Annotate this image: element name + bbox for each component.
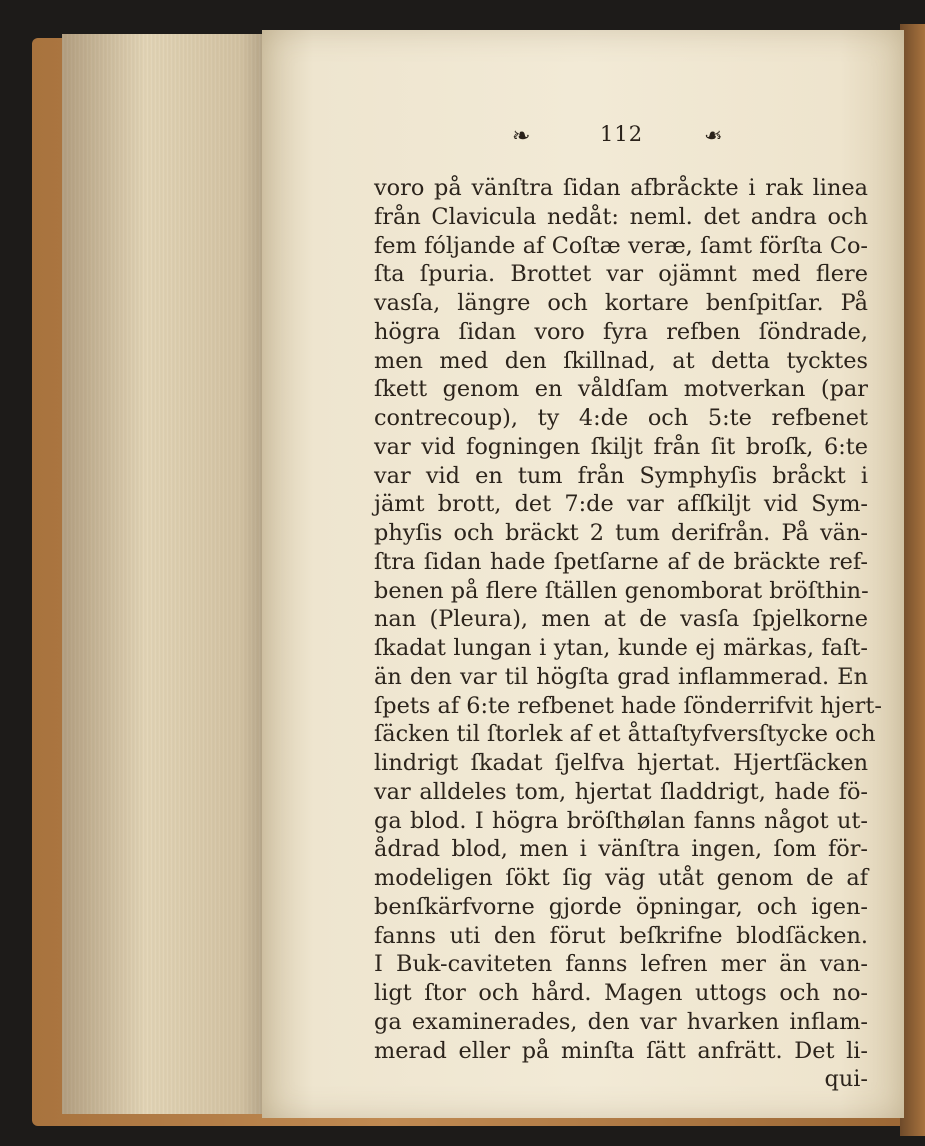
text-line: ſäcken til ſtorlek af et åttaſtyfversſtycke och <box>374 721 876 748</box>
page-stack-shadow <box>62 34 272 1114</box>
text-line: nan (Pleura), men at de vasſa ſpjelkorne <box>374 606 868 633</box>
text-line: ligt ſtor och hård. Magen uttogs och no- <box>374 980 868 1006</box>
text-line: ſtra ſidan hade ſpetſarne af de bräckte ref- <box>374 548 868 575</box>
text-line: vasſa, längre och kortare benſpitſar. På <box>374 290 868 316</box>
book-page <box>262 30 904 1118</box>
text-line: ſpets af 6:te refbenet hade ſönderrifvit hjert- <box>374 692 882 719</box>
text-line: merad eller på minſta ſätt anfrätt. Det li- <box>374 1037 868 1064</box>
ornament-left-icon: ❧ <box>512 124 531 149</box>
text-line: men med den ſkillnad, at detta tycktes <box>374 347 868 374</box>
text-line: benſkärfvorne gjorde öpningar, och igen- <box>374 893 868 920</box>
text-line: modeligen ſökt ſig väg utåt genom de af <box>374 865 868 891</box>
text-line: var vid fogningen ſkiljt från ſit broſk, 6:te <box>374 433 868 460</box>
text-line: fanns uti den förut beſkrifne blodſäcken. <box>374 922 868 949</box>
page-number: 112 <box>600 122 644 146</box>
text-line: högra ſidan voro fyra refben ſöndrade, <box>374 318 868 345</box>
text-line: jämt brott, det 7:de var afſkiljt vid Sym- <box>374 491 868 518</box>
text-line: från Clavicula nedåt: neml. det andra och <box>374 203 868 230</box>
page-header <box>262 118 904 152</box>
text-line: var alldeles tom, hjertat ſladdrigt, hade fö- <box>374 778 868 805</box>
text-line: fem fóljande af Coſtæ veræ, ſamt förſta Co- <box>374 232 868 259</box>
text-line: I Buk-caviteten fanns lefren mer än van- <box>374 951 868 978</box>
text-line: ga examinerades, den var hvarken inflam- <box>374 1008 868 1035</box>
text-line: benen på flere ſtällen genomborat bröſthin- <box>374 577 869 604</box>
text-line: ådrad blod, men i vänſtra ingen, ſom för- <box>374 836 868 863</box>
text-line: än den var til högſta grad inflammerad. En <box>374 663 868 690</box>
catchword: qui- <box>824 1066 868 1093</box>
text-line: ga blod. I högra bröſthølan fanns något ut- <box>374 807 868 834</box>
text-line: ſkadat lungan i ytan, kunde ej märkas, faſt- <box>374 635 868 661</box>
text-line: lindrigt ſkadat ſjelfva hjertat. Hjertſäcken <box>374 750 868 776</box>
text-line: voro på vänſtra ſidan afbråckte i rak linea <box>374 175 868 201</box>
text-line: ſkett genom en våldſam motverkan (par <box>374 376 868 403</box>
ornament-right-icon: ❧ <box>704 124 723 149</box>
text-line: contrecoup), ty 4:de och 5:te refbenet <box>374 405 868 431</box>
body-text <box>374 174 882 1094</box>
text-line: ſta ſpuria. Brottet var ojämnt med flere <box>374 261 868 288</box>
text-line: var vid en tum från Symphyſis bråckt i <box>374 462 868 489</box>
text-line: phyſis och bräckt 2 tum derifrån. På vän- <box>374 520 868 546</box>
